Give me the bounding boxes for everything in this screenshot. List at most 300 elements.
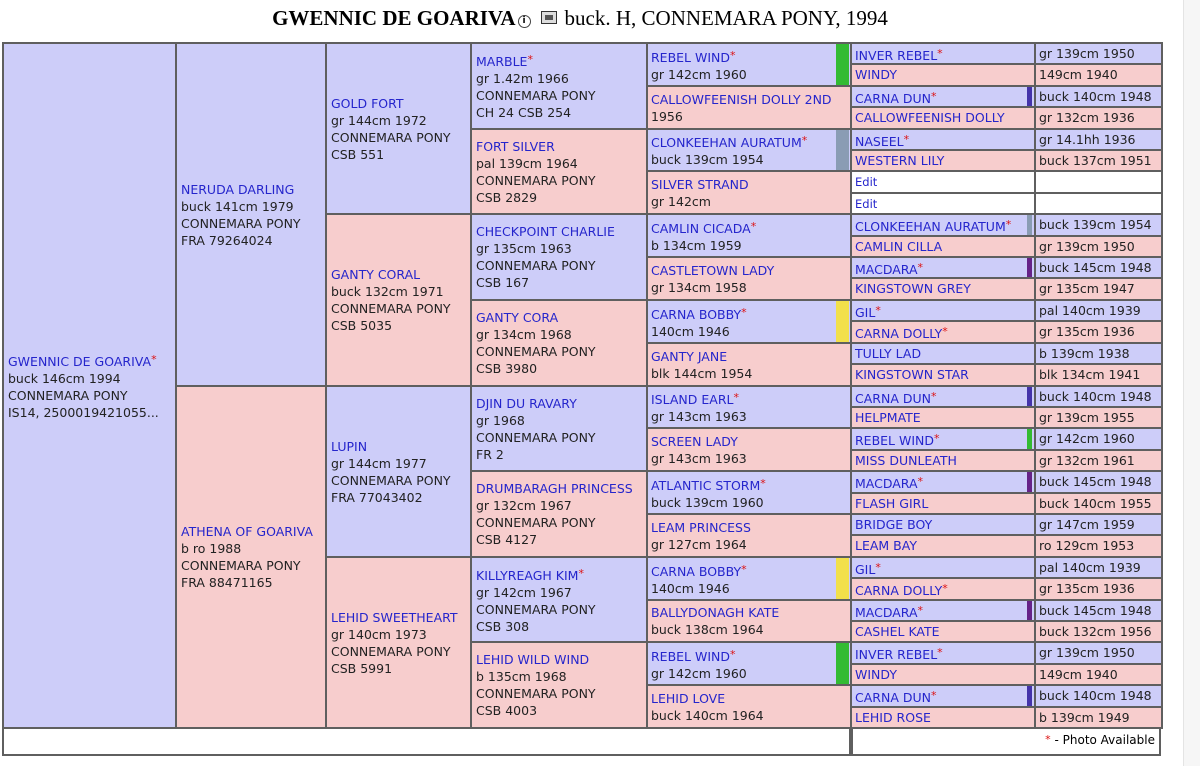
- entry-name-row: [651, 262, 847, 279]
- pedigree-entry: [852, 408, 1034, 427]
- gen5-cell: [646, 641, 852, 686]
- entry-name-row: [651, 561, 847, 580]
- gen4-cell: [470, 385, 648, 472]
- gen6-name-cell: [850, 599, 1036, 622]
- horse-link[interactable]: LEHID WILD WIND: [476, 652, 590, 667]
- photo-available-marker: *: [760, 476, 766, 490]
- gen6-name-cell: [850, 470, 1036, 494]
- pedigree-entry: [852, 686, 1034, 708]
- horse-link[interactable]: MACDARA: [855, 605, 918, 620]
- entry-detail: FRA 79264024: [181, 232, 273, 248]
- pedigree-entry: [648, 304, 850, 340]
- pedigree-entry: [852, 194, 1034, 214]
- gen6-info-cell: [1034, 513, 1163, 536]
- pedigree-entry: [648, 519, 850, 553]
- gen6-info-cell: [1034, 320, 1163, 344]
- pedigree-entry: [648, 348, 850, 382]
- entry-detail: gr 127cm 1964: [651, 536, 747, 552]
- entry-detail: FRA 77043402: [331, 489, 423, 505]
- horse-link[interactable]: GIL: [855, 562, 876, 577]
- gen6-info-cell: [1034, 42, 1163, 65]
- horse-link[interactable]: CLONKEEHAN AURATUM: [855, 219, 1006, 234]
- gen6-name-cell: [850, 277, 1036, 301]
- entry-name-row: [651, 519, 847, 536]
- scrollbar[interactable]: [1183, 0, 1200, 766]
- photo-available-marker: *: [527, 53, 533, 66]
- pedigree-entry: [852, 558, 1034, 579]
- horse-link[interactable]: CAMLIN CILLA: [855, 239, 943, 254]
- gen6-info-cell: [1034, 577, 1163, 601]
- entry-detail: gr 147cm 1959: [1039, 517, 1135, 532]
- gen6-name-cell: [850, 641, 1036, 665]
- entry-detail: CONNEMARA PONY: [476, 515, 596, 530]
- horse-link[interactable]: REBEL WIND: [651, 648, 731, 664]
- horse-link[interactable]: CAMLIN CICADA: [651, 220, 751, 236]
- horse-link[interactable]: LEHID LOVE: [651, 690, 726, 706]
- color-marker: [836, 44, 849, 85]
- gen5-cell: [646, 42, 852, 87]
- gen5-cell: [646, 213, 852, 258]
- horse-link[interactable]: GANTY JANE: [651, 348, 728, 364]
- entry-detail: CONNEMARA PONY: [8, 387, 128, 403]
- horse-link[interactable]: BALLYDONAGH KATE: [651, 605, 780, 620]
- gen5-cell: [646, 256, 852, 301]
- gen6-name-cell: [850, 577, 1036, 601]
- entry-detail: b 139cm 1938: [1039, 346, 1130, 361]
- entry-detail: buck 137cm 1951: [1039, 153, 1152, 168]
- pedigree-entry: [852, 515, 1034, 534]
- entry-detail: CONNEMARA PONY: [181, 558, 301, 573]
- horse-link[interactable]: CARNA DUN: [855, 91, 931, 106]
- horse-link[interactable]: REBEL WIND: [651, 49, 731, 65]
- entry-detail: gr 1968: [476, 412, 525, 428]
- entry-name-row: [476, 223, 642, 240]
- pedigree-entry: [852, 665, 1034, 684]
- gen6-info-cell: [1034, 684, 1163, 708]
- horse-link[interactable]: LEAM PRINCESS: [651, 519, 751, 535]
- gen5-cell: [646, 470, 852, 515]
- entry-detail: CSB 5991: [331, 660, 393, 676]
- pedigree-entry: [648, 47, 850, 83]
- photo-available-marker: *: [733, 391, 739, 404]
- horse-link[interactable]: GIL: [855, 305, 876, 320]
- horse-link[interactable]: CALLOWFEENISH DOLLY: [855, 110, 1005, 125]
- gen5-cell: [646, 299, 852, 344]
- horse-link[interactable]: LUPIN: [331, 438, 368, 454]
- horse-link[interactable]: WINDY: [855, 67, 897, 82]
- entry-detail: gr 135cm 1936: [1039, 324, 1135, 339]
- entry-name-row: [651, 91, 847, 108]
- photo-available-marker: *: [750, 219, 757, 233]
- gen6-info-cell: [1034, 641, 1163, 665]
- entry-detail: buck 140cm 1964: [651, 707, 764, 723]
- gen5-cell: [646, 128, 852, 172]
- horse-link[interactable]: LEHID SWEETHEART: [331, 609, 458, 625]
- gen6-name-cell: [850, 534, 1036, 558]
- entry-detail: buck 132cm 1971: [331, 284, 444, 299]
- pedigree-entry: [648, 475, 850, 511]
- entry-detail: gr 1.42m 1966: [476, 71, 569, 86]
- horse-link[interactable]: KILLYREAGH KIM: [476, 567, 579, 583]
- pedigree-entry: [327, 266, 470, 334]
- horse-link[interactable]: ATHENA OF GOARIVA: [181, 524, 313, 539]
- gen6-info-cell: [1034, 192, 1163, 215]
- gen6-name-cell: [850, 684, 1036, 708]
- gen6-name-cell: [850, 106, 1036, 130]
- horse-link[interactable]: ISLAND EARL: [651, 392, 734, 407]
- horse-link[interactable]: SCREEN LADY: [651, 433, 738, 449]
- color-marker: [1027, 387, 1032, 406]
- entry-detail: gr 139cm 1955: [1039, 410, 1135, 425]
- entry-name-row: [651, 47, 847, 66]
- gen6-info-cell: [1034, 63, 1163, 87]
- gen5-cell: [646, 684, 852, 729]
- gen4-cell: [470, 470, 648, 558]
- pedigree-entry: [648, 262, 850, 296]
- horse-link[interactable]: CHECKPOINT CHARLIE: [476, 224, 615, 239]
- gen5-cell: [646, 85, 852, 130]
- gen6-info-cell: [1034, 299, 1163, 322]
- gen6-info-cell: [1034, 556, 1163, 579]
- horse-link[interactable]: LEAM BAY: [855, 538, 917, 553]
- gen6-name-cell: [850, 63, 1036, 87]
- pedigree-entry: [852, 365, 1034, 385]
- horse-link[interactable]: NASEEL: [855, 134, 904, 149]
- horse-link[interactable]: BRIDGE BOY: [855, 517, 933, 532]
- entry-detail: buck 140cm 1948: [1039, 89, 1152, 104]
- pedigree-entry: [852, 258, 1034, 279]
- pedigree-entry: [852, 87, 1034, 108]
- horse-link[interactable]: CLONKEEHAN AURATUM: [651, 135, 802, 150]
- gen6-name-cell: [850, 149, 1036, 172]
- entry-name-row: [476, 309, 642, 326]
- entry-name-row: [651, 646, 847, 665]
- entry-name-row: [331, 95, 466, 112]
- entry-detail: buck 140cm 1948: [1039, 389, 1152, 404]
- gen6-info-cell: [1034, 427, 1163, 451]
- entry-detail: CONNEMARA PONY: [476, 172, 596, 188]
- gen6-name-cell: [850, 170, 1036, 194]
- pedigree-entry: [852, 387, 1034, 408]
- pedigree-entry: [472, 51, 646, 121]
- edit-link[interactable]: Edit: [855, 175, 878, 189]
- horse-link[interactable]: MARBLE: [476, 54, 528, 69]
- photo-available-marker: *: [730, 647, 736, 661]
- color-marker: [1027, 601, 1032, 620]
- gen6-name-cell: [850, 363, 1036, 387]
- pedigree-entry: [648, 646, 850, 682]
- gen6-name-cell: [850, 299, 1036, 322]
- gen6-info-cell: [1034, 599, 1163, 622]
- entry-name-row: [651, 389, 847, 408]
- horse-link[interactable]: MACDARA: [855, 476, 918, 491]
- horse-link[interactable]: REBEL WIND: [855, 433, 935, 448]
- horse-link[interactable]: WINDY: [855, 667, 897, 682]
- pedigree-entry: [648, 561, 850, 597]
- photo-available-marker: *: [741, 305, 747, 319]
- entry-detail: gr 144cm 1977: [331, 455, 427, 471]
- entry-name-row: [476, 395, 642, 412]
- entry-detail: gr 139cm 1950: [1039, 645, 1135, 660]
- horse-link[interactable]: NERUDA DARLING: [181, 181, 295, 197]
- gen5-cell: [646, 342, 852, 387]
- entry-detail: buck 138cm 1964: [651, 622, 764, 637]
- pedigree-entry: [852, 65, 1034, 85]
- gen2-cell: [175, 385, 327, 729]
- gen6-info-cell: [1034, 706, 1163, 729]
- pedigree-entry: [472, 309, 646, 377]
- gen6-name-cell: [850, 620, 1036, 643]
- gen6-info-cell: [1034, 256, 1163, 279]
- pedigree-entry: [852, 237, 1034, 256]
- entry-detail: gr 132cm 1967: [476, 498, 572, 513]
- gen5-cell: [646, 170, 852, 215]
- pedigree-entry: [472, 480, 646, 548]
- entry-detail: gr 142cm 1967: [476, 584, 572, 600]
- pedigree-entry: [852, 301, 1034, 322]
- edit-link[interactable]: Edit: [855, 197, 878, 211]
- gen6-name-cell: [850, 663, 1036, 686]
- pedigree-entry: [852, 215, 1034, 237]
- entry-detail: CSB 4003: [476, 703, 538, 718]
- gen6-info-cell: [1034, 128, 1163, 151]
- color-marker: [1027, 472, 1032, 492]
- gen6-name-cell: [850, 385, 1036, 408]
- entry-detail: gr 143cm 1963: [651, 450, 747, 466]
- horse-link[interactable]: INVER REBEL: [855, 48, 938, 63]
- gen6-info-cell: [1034, 663, 1163, 686]
- horse-link[interactable]: GWENNIC DE GOARIVA: [8, 353, 152, 369]
- horse-link[interactable]: CARNA DOLLY: [855, 583, 943, 598]
- gen4-cell: [470, 299, 648, 387]
- horse-link[interactable]: WESTERN LILY: [855, 153, 945, 168]
- pedigree-entry: [4, 351, 175, 421]
- gen6-name-cell: [850, 449, 1036, 472]
- pedigree-entry: [852, 579, 1034, 601]
- pedigree-entry: [472, 138, 646, 206]
- horse-link[interactable]: CARNA DUN: [855, 690, 931, 705]
- entry-detail: gr 135cm 1963: [476, 241, 572, 256]
- entry-detail: FR 2: [476, 446, 504, 462]
- pedigree-entry: [472, 565, 646, 635]
- entry-name-row: [331, 609, 466, 626]
- gen6-name-cell: [850, 235, 1036, 258]
- info-icon[interactable]: i: [518, 15, 531, 28]
- entry-detail: gr 14.1hh 1936: [1039, 132, 1136, 147]
- horse-link[interactable]: CARNA DUN: [855, 391, 931, 406]
- gen6-name-cell: [850, 556, 1036, 579]
- entry-name-row: [476, 480, 642, 497]
- horse-link[interactable]: CASTLETOWN LADY: [651, 262, 775, 278]
- entry-detail: gr 143cm 1963: [651, 409, 747, 424]
- gen6-info-cell: [1034, 534, 1163, 558]
- gen6-info-cell: [1034, 106, 1163, 130]
- horse-link[interactable]: CALLOWFEENISH DOLLY 2ND: [651, 91, 832, 107]
- photo-legend: [851, 727, 1161, 756]
- gen6-info-cell: [1034, 213, 1163, 237]
- gen5-cell: [646, 385, 852, 429]
- horse-link[interactable]: SILVER STRAND: [651, 176, 749, 192]
- pedigree-entry: [852, 108, 1034, 128]
- entry-detail: CONNEMARA PONY: [331, 472, 451, 488]
- entry-detail: buck 132cm 1956: [1039, 624, 1152, 639]
- pedigree-entry: [852, 151, 1034, 170]
- entry-detail: CSB 5035: [331, 318, 393, 333]
- entry-detail: CSB 551: [331, 146, 385, 162]
- photo-available-marker: *: [741, 562, 747, 576]
- color-marker: [836, 130, 849, 170]
- entry-name-row: [181, 181, 321, 198]
- entry-detail: gr 142cm 1960: [1039, 431, 1135, 446]
- photo-available-marker: *: [1005, 218, 1012, 231]
- horse-link[interactable]: GOLD FORT: [331, 95, 404, 111]
- pedigree-entry: [648, 604, 850, 638]
- horse-link[interactable]: ATLANTIC STORM: [651, 477, 761, 493]
- gen5-cell: [646, 599, 852, 643]
- pedigree-entry: [472, 395, 646, 463]
- photo-available-marker: *: [930, 689, 937, 702]
- pedigree-entry: [648, 690, 850, 724]
- color-marker: [1027, 258, 1032, 277]
- photo-available-marker: *: [875, 561, 881, 574]
- gen6-name-cell: [850, 320, 1036, 344]
- horse-link[interactable]: MISS DUNLEATH: [855, 453, 957, 468]
- photo-available-marker: *: [937, 47, 943, 60]
- horse-link[interactable]: FORT SILVER: [476, 138, 555, 154]
- entry-detail: CSB 4127: [476, 532, 538, 547]
- entry-name-row: [651, 176, 847, 193]
- pedigree-entry: [852, 172, 1034, 192]
- entry-detail: ro 129cm 1953: [1039, 538, 1135, 553]
- horse-link[interactable]: FLASH GIRL: [855, 496, 929, 511]
- entry-detail: CSB 3980: [476, 361, 538, 376]
- entry-detail: gr 134cm 1968: [476, 327, 572, 342]
- entry-detail: gr 142cm 1960: [651, 66, 747, 82]
- entry-detail: CONNEMARA PONY: [331, 643, 451, 659]
- entry-name-row: [651, 475, 847, 494]
- gen6-info-cell: [1034, 170, 1163, 194]
- gen6-info-cell: [1034, 385, 1163, 408]
- gen3-cell: [325, 213, 472, 387]
- photo-marker: *: [1045, 733, 1051, 746]
- gen4-cell: [470, 128, 648, 215]
- entry-detail: 149cm 1940: [1039, 67, 1118, 82]
- gen6-info-cell: [1034, 620, 1163, 643]
- entry-detail: pal 140cm 1939: [1039, 303, 1141, 318]
- entry-detail: gr 132cm 1961: [1039, 453, 1135, 468]
- entry-detail: CONNEMARA PONY: [476, 88, 596, 103]
- photo-available-marker: *: [917, 604, 924, 617]
- entry-detail: buck 140cm 1955: [1039, 496, 1152, 511]
- horse-link[interactable]: CARNA DOLLY: [855, 326, 943, 341]
- pedigree-entry: [852, 472, 1034, 494]
- entry-detail: 149cm 1940: [1039, 667, 1118, 682]
- horse-link[interactable]: GANTY CORAL: [331, 267, 421, 282]
- entry-detail: gr 132cm 1936: [1039, 110, 1135, 125]
- horse-link[interactable]: GANTY CORA: [476, 310, 559, 325]
- horse-link[interactable]: CASHEL KATE: [855, 624, 940, 639]
- color-marker: [1027, 215, 1032, 235]
- color-marker: [1027, 429, 1032, 449]
- entry-detail: gr 134cm 1958: [651, 279, 747, 295]
- entry-detail: IS14, 2500019421055...: [8, 404, 159, 420]
- entry-name-row: [331, 438, 466, 455]
- horse-link[interactable]: TULLY LAD: [855, 346, 922, 361]
- gen6-info-cell: [1034, 406, 1163, 429]
- entry-detail: CSB 308: [476, 618, 530, 634]
- horse-link[interactable]: CARNA BOBBY: [651, 563, 742, 579]
- horse-link[interactable]: CARNA BOBBY: [651, 306, 742, 322]
- photo-available-marker: *: [942, 582, 948, 595]
- pedigree-entry: [852, 130, 1034, 151]
- entry-detail: gr 142cm: [651, 193, 711, 209]
- horse-link[interactable]: LEHID ROSE: [855, 710, 931, 725]
- entry-detail: buck 145cm 1948: [1039, 603, 1152, 618]
- entry-detail: b 139cm 1949: [1039, 710, 1130, 725]
- horse-link[interactable]: HELPMATE: [855, 410, 921, 425]
- entry-name-row: [651, 348, 847, 365]
- horse-name: GWENNIC DE GOARIVA: [272, 6, 516, 30]
- horse-link[interactable]: KINGSTOWN STAR: [855, 367, 969, 382]
- entry-detail: CH 24 CSB 254: [476, 105, 572, 120]
- entry-detail: CSB 167: [476, 275, 530, 290]
- gen6-info-cell: [1034, 85, 1163, 108]
- horse-link[interactable]: DRUMBARAGH PRINCESS: [476, 481, 633, 496]
- gen2-cell: [175, 42, 327, 387]
- photo-available-marker: *: [917, 261, 924, 274]
- entry-detail: pal 140cm 1939: [1039, 560, 1141, 575]
- color-marker: [1027, 686, 1032, 706]
- photo-available-marker: *: [934, 432, 940, 445]
- photo-available-marker: *: [937, 646, 943, 659]
- entry-detail: buck 141cm 1979: [181, 198, 294, 214]
- entry-detail: CSB 2829: [476, 189, 538, 205]
- gen6-name-cell: [850, 42, 1036, 65]
- gen6-name-cell: [850, 706, 1036, 729]
- entry-detail: pal 139cm 1964: [476, 155, 578, 171]
- gen6-info-cell: [1034, 449, 1163, 472]
- footer-spacer: [2, 727, 851, 756]
- entry-detail: FRA 88471165: [181, 575, 273, 590]
- gen6-info-cell: [1034, 342, 1163, 365]
- entry-detail: CONNEMARA PONY: [476, 429, 596, 445]
- pedigree-entry: [648, 176, 850, 210]
- entry-name-row: [651, 218, 847, 237]
- entry-detail: CONNEMARA PONY: [476, 686, 596, 701]
- horse-link[interactable]: MACDARA: [855, 262, 918, 277]
- entry-name-row: [651, 433, 847, 450]
- pedigree-entry: [852, 643, 1034, 665]
- entry-detail: buck 145cm 1948: [1039, 474, 1152, 489]
- photo-available-marker: *: [917, 475, 924, 488]
- horse-link[interactable]: KINGSTOWN GREY: [855, 281, 971, 296]
- entry-name-row: [651, 690, 847, 707]
- entry-detail: b 134cm 1959: [651, 237, 742, 253]
- entry-detail: buck 139cm 1954: [651, 152, 764, 167]
- gen6-info-cell: [1034, 470, 1163, 494]
- entry-detail: gr 139cm 1950: [1039, 239, 1135, 254]
- gen6-name-cell: [850, 85, 1036, 108]
- horse-link[interactable]: DJIN DU RAVARY: [476, 395, 577, 411]
- color-marker: [836, 558, 849, 599]
- entry-detail: buck 146cm 1994: [8, 370, 121, 386]
- gen5-cell: [646, 427, 852, 472]
- horse-link[interactable]: INVER REBEL: [855, 647, 938, 662]
- gen4-cell: [470, 42, 648, 130]
- photo-available-marker: *: [942, 325, 948, 338]
- entry-detail: 1956: [651, 108, 683, 124]
- color-marker: [1027, 87, 1032, 106]
